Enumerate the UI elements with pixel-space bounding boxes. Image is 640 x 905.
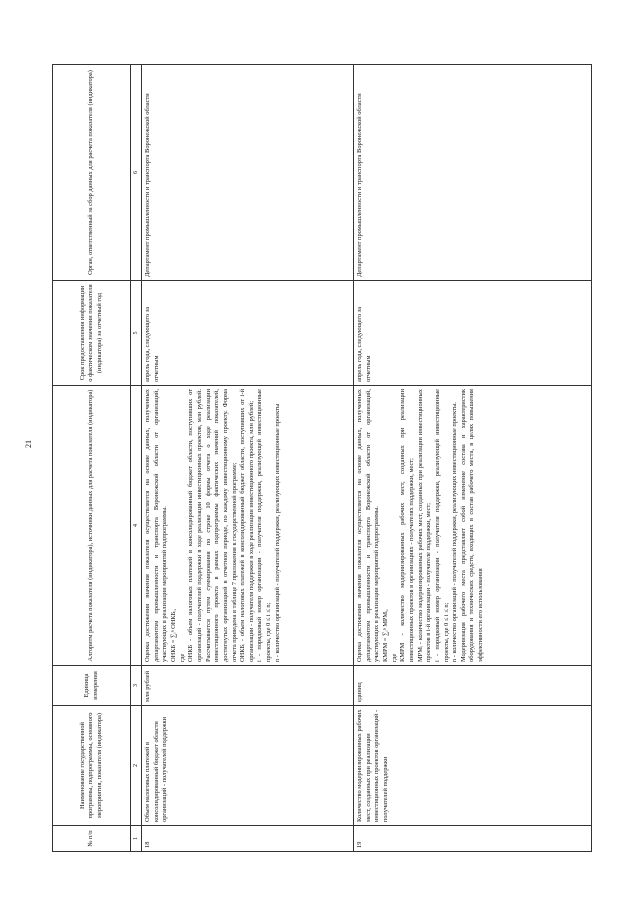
column-number: 5 <box>131 281 142 386</box>
header-responsible: Орган, ответственный за сбор данных для расчета показателя (индикатора) <box>53 65 131 281</box>
algorithm-line: i - порядковый номер организации - получателя поддержки, реализующей инвестиционные проекты, где 0 ≤ i ≤ n; <box>256 389 273 662</box>
column-number: 4 <box>131 386 142 666</box>
header-name: Наименование государственной программы, подпрограммы, основного мероприятия, показателя (индикатора) <box>53 706 131 826</box>
algorithm-line: Оценка достижения значения показателя осуществляется на основе данных, полученных департаментом промышленности и транспорта Воронежской области от организаций, участвующих в реализации мероприятий подпрограммы. <box>144 389 169 662</box>
algorithm-line: Модернизация рабочего места представляет собой изменение состава и характеристик оборудования и технических средств, входящих в состав рабочего места, в целях повышения эффективности его использования <box>459 389 485 662</box>
algorithm-formula: ОНКБ = ∑ᵢⁿ ОНКБᵢ, <box>170 609 178 662</box>
indicator-deadline: апрель года, следующего за отчетным <box>142 281 354 386</box>
algorithm-line: МРМᵢ - количество модернизированных рабочих мест, созданных при реализации инвестиционных проектов в i-й организации - получателе поддержки, мест; <box>416 389 433 662</box>
algorithm-line: n - количество организаций - получателей поддержки, реализующих инвестиционные проекты <box>273 403 281 662</box>
algorithm-line: где <box>178 653 186 662</box>
indicator-deadline: апрель года, следующего за отчетным <box>354 281 592 386</box>
algorithm-line: n - количество организаций - получателей поддержки, реализующих инвестиционные проекты. <box>451 402 459 662</box>
algorithm-formula: КМРМ = ∑ᵢⁿ МРМᵢ, <box>382 609 390 662</box>
column-number: 2 <box>131 706 142 826</box>
row-number: 18 <box>142 826 354 852</box>
indicator-responsible: Департамент промышленности и транспорта Воронежской области <box>354 65 592 281</box>
table-header-row <box>53 65 131 852</box>
row-number: 19 <box>354 826 592 852</box>
indicator-algorithm <box>354 386 592 666</box>
algorithm-line: где <box>390 653 398 662</box>
column-number-row <box>131 65 142 852</box>
column-number: 6 <box>131 65 142 281</box>
header-number: № п/п <box>53 826 131 852</box>
header-algorithm: Алгоритм расчета показателя (индикатора), источники данных для расчета показателя (индикатора) <box>53 386 131 666</box>
table-row <box>354 65 592 852</box>
indicator-responsible: Департамент промышленности и транспорта Воронежской области <box>142 65 354 281</box>
header-unit: Единица измерения <box>53 666 131 706</box>
algorithm-line: i - порядковый номер организации - получателя поддержки, реализующей инвестиционные проекты, где 0 ≤ i ≤ n; <box>433 389 450 662</box>
algorithm-line: ОНКБ - объем налоговых платежей в консолидированный бюджет области, поступивших от организаций - получателей поддержки в ходе реализации инвестиционных проектов, млн рублей. Рассчитывается путем суммирования по строке 10 формы отчета о ходе реализации инвестиционного проекта в рамках подпрограммы фактических значений показателей, достигнутых организацией в отчетном периоде, по каждому инвестиционному проекту. Форма отчета приведена в таблице 7 приложения к государственной программе; <box>187 389 238 662</box>
indicator-name: Объем налоговых платежей в консолидированный бюджет области организаций - получателей поддержки <box>142 706 354 826</box>
indicator-table <box>52 64 592 852</box>
indicator-unit: млн рублей <box>142 666 354 706</box>
indicator-unit: единиц <box>354 666 592 706</box>
indicator-table-landscape <box>52 64 592 852</box>
algorithm-line: Оценка достижения значения показателя осуществляется на основе данных, полученных департаментом промышленности и транспорта Воронежской области от организаций, участвующих в реализации мероприятий подпрограммы. <box>356 389 381 662</box>
header-deadline: Срок предоставления информации о фактическом значении показателя (индикатора) за отчетный год <box>53 281 131 386</box>
table-row <box>142 65 354 852</box>
column-number: 3 <box>131 666 142 706</box>
page-number: 21 <box>24 440 33 448</box>
indicator-name: Количество модернизированных рабочих мест, созданных при реализации инвестиционных проектов организаций - получателей поддержки <box>354 706 592 826</box>
column-number: 1 <box>131 826 142 852</box>
algorithm-line: КМРМ - количество модернизированных рабочих мест, созданных при реализации инвестиционных проектов в организациях - получателях поддержки, мест; <box>399 389 415 662</box>
indicator-algorithm <box>142 386 354 666</box>
algorithm-line: ОНКБᵢ - объем налоговых платежей в консолидированный бюджет области, поступивших от i-й организации - получателя поддержки в ходе реализации инвестиционного проекта, млн рублей; <box>239 389 255 662</box>
